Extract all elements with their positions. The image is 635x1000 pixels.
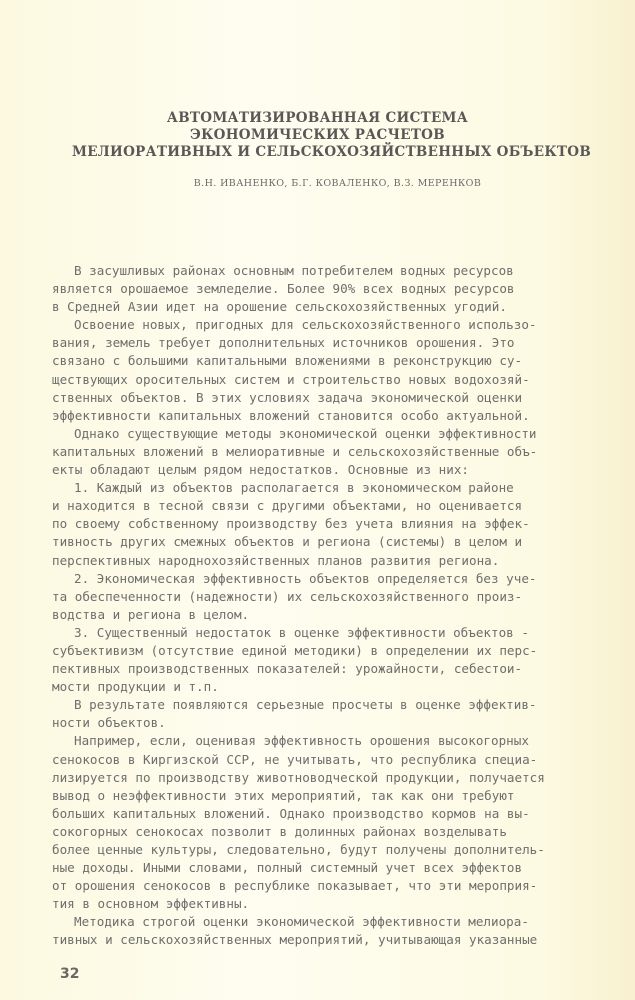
body-text-line: перспективных народнохозяйственных планов развития региона. [52,552,500,568]
body-text-line: пективных производственных показателей: урожайности, себестои- [52,661,523,677]
body-text-line: В результате появляются серьезные просчеты в оценке эффектив- [74,697,537,713]
body-text-line: вывод о неэффективности этих мероприятий, так как они требуют [52,787,515,803]
body-text-line: 3. Существенный недостаток в оценке эффективности объектов - [74,624,529,640]
body-text-line: та обеспеченности (надежности) их сельскохозяйственного произ- [52,588,523,604]
body-text-line: субъективизм (отсутствие единой методики) в определении их перс- [52,642,538,658]
body-text-line: сокогорных сенокосах позволит в долинных районах возделывать [52,823,507,839]
title-line-3: МЕЛИОРАТИВНЫХ И СЕЛЬСКОХОЗЯЙСТВЕННЫХ ОБЪЕКТОВ [71,144,592,160]
body-text-line: Методика строгой оценки экономической эффективности мелиора- [74,914,529,930]
body-text-line: тивных и сельскохозяйственных мероприятий, учитывающая указанные [52,932,538,948]
body-text-line: екты обладают целым рядом недостатков. Основные из них: [52,462,470,478]
body-text-line: 1. Каждый из объектов располагается в экономическом районе [74,480,514,496]
body-text-line: В засушливых районах основным потребителем водных ресурсов [74,263,514,278]
authors-line: В.Н. ИВАНЕНКО, Б.Г. КОВАЛЕНКО, В.З. МЕРЕНКОВ [193,178,482,189]
title-line-1: АВТОМАТИЗИРОВАННАЯ СИСТЕМА [166,110,469,126]
body-text-line: по своему собственному производству без учета влияния на эффек- [52,516,530,532]
body-text-line: связано с большими капитальными вложениями в реконструкцию су- [52,353,523,369]
body-text-line: вания, земель требует дополнительных источников орошения. Это [52,335,515,351]
body-text-line: Однако существующие методы экономической оценки эффективности [74,425,537,441]
article-title [0,110,635,161]
body-text-line: ные доходы. Иными словами, полный системный учет всех эффектов [52,860,523,876]
body-text-line: лизируется по производству животноводческой продукции, получается [52,769,545,785]
body-text-line: 2. Экономическая эффективность объектов определяется без уче- [74,570,537,586]
body-text-line: сенокосов в Киргизской ССР, не учитывать, что республика специа- [52,751,538,767]
body-text-line: Освоение новых, пригодных для сельскохозяйственного использо- [74,317,537,333]
body-text-line: от орошения сенокосов в республике показывает, что эти мероприя- [52,878,538,894]
body-text-line: тия в основном эффективны. [52,896,250,912]
body-text-line: Например, если, оценивая эффективность орошения высокогорных [74,733,529,749]
body-text-line: более ценные культуры, следовательно, будут получены дополнитель- [52,842,545,857]
article-body [52,262,617,950]
body-text-line: ности объектов. [52,715,166,731]
body-text-line: ственных объектов. В этих условиях задача экономической оценки [52,389,523,405]
body-text-line: и находится в тесной связи с другими объектами, но оценивается [52,498,523,514]
body-text-line: в Средней Азии идет на орошение сельскохозяйственных угодий. [52,299,507,315]
body-text-line: водства и региона в целом. [52,606,250,622]
body-text-line: ществующих оросительных систем и строительство новых водохозяй- [52,371,530,387]
body-text-line: мости продукции и т.п. [52,679,219,695]
body-text-line: капитальных вложений в мелиоративные и сельскохозяйственные объ- [52,443,538,459]
page-number: 32 [60,966,80,982]
body-text-line: тивность других смежных объектов и региона (системы) в целом и [52,534,523,550]
title-line-2: ЭКОНОМИЧЕСКИХ РАСЧЕТОВ [190,127,445,143]
body-text-line: больших капитальных вложений. Однако производство кормов на вы- [52,805,530,821]
body-text-line: является орошаемое земледелие. Более 90% всех водных ресурсов [52,281,515,297]
body-text-line: эффективности капитальных вложений становится особо актуальной. [52,407,530,423]
